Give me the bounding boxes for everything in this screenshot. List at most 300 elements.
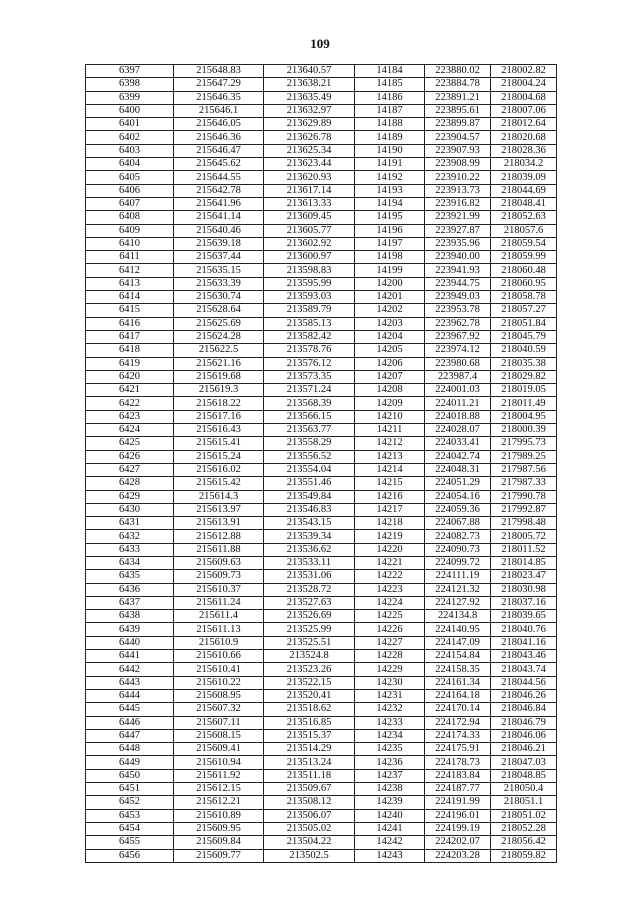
table-cell-point-id-left: 6404 bbox=[86, 158, 174, 171]
table-cell-y-left: 213576.12 bbox=[264, 357, 355, 370]
table-row bbox=[86, 450, 557, 463]
table-cell-x-left: 215609.73 bbox=[174, 570, 264, 583]
coordinates-table bbox=[85, 64, 557, 863]
table-cell-point-id-left: 6401 bbox=[86, 118, 174, 131]
table-row bbox=[86, 809, 557, 822]
table-cell-y-right: 218002.82 bbox=[491, 65, 557, 78]
table-cell-point-id-left: 6407 bbox=[86, 197, 174, 210]
table-cell-y-left: 213508.12 bbox=[264, 796, 355, 809]
table-cell-point-id-right: 14220 bbox=[355, 543, 425, 556]
table-cell-x-left: 215608.15 bbox=[174, 729, 264, 742]
table-cell-y-left: 213585.13 bbox=[264, 317, 355, 330]
table-row bbox=[86, 437, 557, 450]
table-cell-x-left: 215648.83 bbox=[174, 65, 264, 78]
table-cell-y-right: 218037.16 bbox=[491, 596, 557, 609]
table-cell-y-left: 213504.22 bbox=[264, 836, 355, 849]
table-cell-x-right: 223899.87 bbox=[425, 118, 491, 131]
table-cell-y-right: 218051.02 bbox=[491, 809, 557, 822]
table-cell-x-left: 215633.39 bbox=[174, 277, 264, 290]
table-row bbox=[86, 636, 557, 649]
table-cell-point-id-left: 6431 bbox=[86, 517, 174, 530]
table-cell-y-left: 213578.76 bbox=[264, 344, 355, 357]
table-cell-point-id-right: 14238 bbox=[355, 783, 425, 796]
table-cell-y-right: 218044.69 bbox=[491, 184, 557, 197]
table-cell-y-left: 213539.34 bbox=[264, 530, 355, 543]
table-cell-x-right: 223907.93 bbox=[425, 144, 491, 157]
table-cell-point-id-right: 14216 bbox=[355, 490, 425, 503]
table-cell-y-right: 218019.05 bbox=[491, 384, 557, 397]
table-cell-x-left: 215610.41 bbox=[174, 663, 264, 676]
table-cell-point-id-right: 14231 bbox=[355, 689, 425, 702]
table-cell-y-right: 218040.59 bbox=[491, 344, 557, 357]
table-cell-y-right: 218005.72 bbox=[491, 530, 557, 543]
table-row bbox=[86, 184, 557, 197]
table-row bbox=[86, 424, 557, 437]
table-cell-point-id-left: 6409 bbox=[86, 224, 174, 237]
table-cell-y-left: 213589.79 bbox=[264, 304, 355, 317]
table-cell-x-right: 223880.02 bbox=[425, 65, 491, 78]
table-cell-point-id-right: 14191 bbox=[355, 158, 425, 171]
table-cell-point-id-right: 14242 bbox=[355, 836, 425, 849]
table-cell-point-id-left: 6427 bbox=[86, 463, 174, 476]
table-cell-y-right: 218011.52 bbox=[491, 543, 557, 556]
table-cell-point-id-right: 14208 bbox=[355, 384, 425, 397]
table-cell-point-id-right: 14206 bbox=[355, 357, 425, 370]
table-cell-point-id-left: 6445 bbox=[86, 703, 174, 716]
table-cell-y-left: 213536.62 bbox=[264, 543, 355, 556]
table-cell-y-left: 213626.78 bbox=[264, 131, 355, 144]
table-cell-point-id-left: 6442 bbox=[86, 663, 174, 676]
table-cell-x-right: 224191.99 bbox=[425, 796, 491, 809]
table-cell-y-right: 218059.54 bbox=[491, 237, 557, 250]
table-cell-x-right: 223891.21 bbox=[425, 91, 491, 104]
table-cell-x-left: 215645.62 bbox=[174, 158, 264, 171]
table-cell-x-left: 215628.64 bbox=[174, 304, 264, 317]
table-cell-y-right: 218028.36 bbox=[491, 144, 557, 157]
table-cell-y-right: 218029.82 bbox=[491, 370, 557, 383]
table-cell-y-right: 218035.38 bbox=[491, 357, 557, 370]
table-cell-y-left: 213549.84 bbox=[264, 490, 355, 503]
table-cell-y-left: 213531.06 bbox=[264, 570, 355, 583]
table-cell-y-left: 213600.97 bbox=[264, 251, 355, 264]
table-cell-y-left: 213605.77 bbox=[264, 224, 355, 237]
table-row bbox=[86, 344, 557, 357]
table-row bbox=[86, 822, 557, 835]
table-cell-y-left: 213514.29 bbox=[264, 743, 355, 756]
table-cell-point-id-right: 14201 bbox=[355, 291, 425, 304]
table-cell-point-id-right: 14224 bbox=[355, 596, 425, 609]
table-cell-x-left: 215647.29 bbox=[174, 78, 264, 91]
table-cell-x-right: 224111.19 bbox=[425, 570, 491, 583]
table-row bbox=[86, 716, 557, 729]
table-cell-x-right: 223921.99 bbox=[425, 211, 491, 224]
table-row bbox=[86, 131, 557, 144]
table-cell-x-left: 215616.43 bbox=[174, 424, 264, 437]
table-cell-y-left: 213516.85 bbox=[264, 716, 355, 729]
table-cell-point-id-left: 6422 bbox=[86, 397, 174, 410]
table-cell-x-right: 224161.34 bbox=[425, 676, 491, 689]
table-cell-point-id-left: 6455 bbox=[86, 836, 174, 849]
table-cell-x-left: 215608.95 bbox=[174, 689, 264, 702]
table-cell-y-right: 218056.42 bbox=[491, 836, 557, 849]
table-row bbox=[86, 370, 557, 383]
table-cell-y-left: 213546.83 bbox=[264, 503, 355, 516]
table-cell-x-right: 223944.75 bbox=[425, 277, 491, 290]
table-cell-y-left: 213528.72 bbox=[264, 583, 355, 596]
table-cell-point-id-right: 14239 bbox=[355, 796, 425, 809]
table-row bbox=[86, 197, 557, 210]
table-row bbox=[86, 650, 557, 663]
table-cell-x-left: 215615.42 bbox=[174, 477, 264, 490]
table-row bbox=[86, 610, 557, 623]
table-cell-x-left: 215615.24 bbox=[174, 450, 264, 463]
table-cell-y-left: 213556.52 bbox=[264, 450, 355, 463]
table-row bbox=[86, 743, 557, 756]
table-cell-point-id-right: 14197 bbox=[355, 237, 425, 250]
table-row bbox=[86, 663, 557, 676]
table-cell-y-right: 218041.16 bbox=[491, 636, 557, 649]
table-cell-point-id-right: 14214 bbox=[355, 463, 425, 476]
table-cell-x-left: 215612.15 bbox=[174, 783, 264, 796]
table-cell-x-left: 215614.3 bbox=[174, 490, 264, 503]
table-cell-point-id-right: 14188 bbox=[355, 118, 425, 131]
table-cell-point-id-left: 6413 bbox=[86, 277, 174, 290]
table-cell-point-id-right: 14185 bbox=[355, 78, 425, 91]
table-cell-y-left: 213609.45 bbox=[264, 211, 355, 224]
table-cell-point-id-right: 14232 bbox=[355, 703, 425, 716]
table-cell-y-right: 218046.06 bbox=[491, 729, 557, 742]
table-cell-point-id-right: 14240 bbox=[355, 809, 425, 822]
table-row bbox=[86, 503, 557, 516]
table-cell-x-left: 215635.15 bbox=[174, 264, 264, 277]
table-cell-point-id-right: 14236 bbox=[355, 756, 425, 769]
table-cell-y-right: 218046.79 bbox=[491, 716, 557, 729]
table-cell-y-left: 213524.8 bbox=[264, 650, 355, 663]
table-cell-y-right: 218043.74 bbox=[491, 663, 557, 676]
table-cell-point-id-right: 14243 bbox=[355, 849, 425, 862]
table-cell-y-right: 218052.63 bbox=[491, 211, 557, 224]
table-cell-x-right: 223908.99 bbox=[425, 158, 491, 171]
table-cell-x-right: 223916.82 bbox=[425, 197, 491, 210]
table-cell-point-id-right: 14198 bbox=[355, 251, 425, 264]
table-cell-point-id-left: 6444 bbox=[86, 689, 174, 702]
table-cell-point-id-right: 14193 bbox=[355, 184, 425, 197]
table-row bbox=[86, 277, 557, 290]
table-cell-y-left: 213632.97 bbox=[264, 104, 355, 117]
table-cell-x-right: 223974.12 bbox=[425, 344, 491, 357]
table-row bbox=[86, 849, 557, 862]
table-cell-x-left: 215612.88 bbox=[174, 530, 264, 543]
table-row bbox=[86, 477, 557, 490]
table-cell-x-right: 224202.07 bbox=[425, 836, 491, 849]
table-cell-y-right: 218030.98 bbox=[491, 583, 557, 596]
table-cell-point-id-right: 14227 bbox=[355, 636, 425, 649]
table-cell-point-id-right: 14212 bbox=[355, 437, 425, 450]
table-cell-point-id-left: 6424 bbox=[86, 424, 174, 437]
table-cell-point-id-right: 14209 bbox=[355, 397, 425, 410]
table-row bbox=[86, 756, 557, 769]
table-cell-y-left: 213511.18 bbox=[264, 769, 355, 782]
table-cell-y-right: 218046.84 bbox=[491, 703, 557, 716]
table-cell-x-right: 223953.78 bbox=[425, 304, 491, 317]
table-cell-x-left: 215610.89 bbox=[174, 809, 264, 822]
table-cell-point-id-right: 14205 bbox=[355, 344, 425, 357]
table-row bbox=[86, 357, 557, 370]
table-cell-y-right: 218034.2 bbox=[491, 158, 557, 171]
table-row bbox=[86, 91, 557, 104]
table-cell-y-right: 218004.68 bbox=[491, 91, 557, 104]
table-cell-point-id-left: 6446 bbox=[86, 716, 174, 729]
table-cell-point-id-right: 14196 bbox=[355, 224, 425, 237]
table-cell-point-id-right: 14189 bbox=[355, 131, 425, 144]
table-cell-x-right: 224172.94 bbox=[425, 716, 491, 729]
table-cell-point-id-left: 6441 bbox=[86, 650, 174, 663]
table-cell-point-id-right: 14221 bbox=[355, 556, 425, 569]
table-cell-x-right: 224067.88 bbox=[425, 517, 491, 530]
table-cell-y-right: 218051.1 bbox=[491, 796, 557, 809]
table-cell-point-id-right: 14234 bbox=[355, 729, 425, 742]
table-cell-point-id-right: 14222 bbox=[355, 570, 425, 583]
table-cell-y-left: 213533.11 bbox=[264, 556, 355, 569]
table-cell-x-right: 224042.74 bbox=[425, 450, 491, 463]
table-row bbox=[86, 556, 557, 569]
table-cell-y-left: 213623.44 bbox=[264, 158, 355, 171]
table-cell-y-right: 218051.84 bbox=[491, 317, 557, 330]
table-row bbox=[86, 224, 557, 237]
table-cell-x-left: 215646.36 bbox=[174, 131, 264, 144]
table-cell-x-left: 215610.94 bbox=[174, 756, 264, 769]
table-cell-y-left: 213593.03 bbox=[264, 291, 355, 304]
table-cell-x-left: 215625.69 bbox=[174, 317, 264, 330]
table-cell-y-right: 218000.39 bbox=[491, 424, 557, 437]
table-cell-y-right: 217995.73 bbox=[491, 437, 557, 450]
table-cell-y-right: 217987.33 bbox=[491, 477, 557, 490]
table-cell-y-left: 213527.63 bbox=[264, 596, 355, 609]
table-cell-x-right: 224199.19 bbox=[425, 822, 491, 835]
table-cell-point-id-right: 14223 bbox=[355, 583, 425, 596]
table-cell-x-left: 215642.78 bbox=[174, 184, 264, 197]
table-cell-x-left: 215609.84 bbox=[174, 836, 264, 849]
table-row bbox=[86, 783, 557, 796]
table-cell-point-id-left: 6418 bbox=[86, 344, 174, 357]
table-cell-y-right: 218050.4 bbox=[491, 783, 557, 796]
table-cell-point-id-left: 6453 bbox=[86, 809, 174, 822]
table-cell-x-right: 224099.72 bbox=[425, 556, 491, 569]
table-cell-x-left: 215619.68 bbox=[174, 370, 264, 383]
table-cell-point-id-left: 6410 bbox=[86, 237, 174, 250]
table-cell-x-right: 224127.92 bbox=[425, 596, 491, 609]
table-cell-point-id-left: 6400 bbox=[86, 104, 174, 117]
table-cell-point-id-left: 6403 bbox=[86, 144, 174, 157]
table-row bbox=[86, 211, 557, 224]
table-cell-x-right: 224033.41 bbox=[425, 437, 491, 450]
table-row bbox=[86, 463, 557, 476]
table-cell-point-id-left: 6421 bbox=[86, 384, 174, 397]
table-row bbox=[86, 317, 557, 330]
table-cell-x-right: 224175.91 bbox=[425, 743, 491, 756]
table-cell-x-right: 224059.36 bbox=[425, 503, 491, 516]
table-cell-x-left: 215609.41 bbox=[174, 743, 264, 756]
table-cell-y-right: 218044.56 bbox=[491, 676, 557, 689]
table-cell-point-id-left: 6449 bbox=[86, 756, 174, 769]
table-cell-x-left: 215618.22 bbox=[174, 397, 264, 410]
table-cell-x-right: 224164.18 bbox=[425, 689, 491, 702]
table-cell-x-left: 215609.63 bbox=[174, 556, 264, 569]
table-cell-point-id-right: 14215 bbox=[355, 477, 425, 490]
table-cell-point-id-right: 14241 bbox=[355, 822, 425, 835]
table-cell-y-left: 213558.29 bbox=[264, 437, 355, 450]
table-row bbox=[86, 384, 557, 397]
table-cell-y-right: 218048.85 bbox=[491, 769, 557, 782]
table-cell-x-left: 215619.3 bbox=[174, 384, 264, 397]
table-cell-y-left: 213582.42 bbox=[264, 330, 355, 343]
table-cell-x-left: 215611.24 bbox=[174, 596, 264, 609]
table-cell-point-id-right: 14186 bbox=[355, 91, 425, 104]
table-cell-x-left: 215610.66 bbox=[174, 650, 264, 663]
table-cell-point-id-left: 6432 bbox=[86, 530, 174, 543]
table-cell-point-id-left: 6408 bbox=[86, 211, 174, 224]
table-row bbox=[86, 676, 557, 689]
table-cell-x-right: 224158.35 bbox=[425, 663, 491, 676]
table-cell-y-right: 218057.6 bbox=[491, 224, 557, 237]
table-cell-x-left: 215630.74 bbox=[174, 291, 264, 304]
table-cell-point-id-left: 6416 bbox=[86, 317, 174, 330]
table-cell-x-right: 223949.03 bbox=[425, 291, 491, 304]
table-cell-y-left: 213506.07 bbox=[264, 809, 355, 822]
table-cell-point-id-left: 6425 bbox=[86, 437, 174, 450]
table-cell-x-right: 224011.21 bbox=[425, 397, 491, 410]
table-cell-y-right: 218020.68 bbox=[491, 131, 557, 144]
table-cell-x-left: 215610.9 bbox=[174, 636, 264, 649]
table-cell-point-id-left: 6428 bbox=[86, 477, 174, 490]
table-cell-point-id-right: 14199 bbox=[355, 264, 425, 277]
table-cell-x-right: 223910.22 bbox=[425, 171, 491, 184]
table-cell-x-right: 224178.73 bbox=[425, 756, 491, 769]
table-cell-point-id-right: 14187 bbox=[355, 104, 425, 117]
table-cell-y-left: 213620.93 bbox=[264, 171, 355, 184]
table-cell-y-right: 218012.64 bbox=[491, 118, 557, 131]
table-cell-point-id-left: 6398 bbox=[86, 78, 174, 91]
table-cell-y-left: 213543.15 bbox=[264, 517, 355, 530]
table-cell-y-left: 213525.99 bbox=[264, 623, 355, 636]
table-cell-point-id-right: 14200 bbox=[355, 277, 425, 290]
table-cell-x-left: 215613.97 bbox=[174, 503, 264, 516]
table-cell-y-right: 218052.28 bbox=[491, 822, 557, 835]
table-row bbox=[86, 796, 557, 809]
table-cell-point-id-left: 6437 bbox=[86, 596, 174, 609]
table-row bbox=[86, 171, 557, 184]
table-cell-x-left: 215611.13 bbox=[174, 623, 264, 636]
table-row bbox=[86, 517, 557, 530]
table-cell-x-left: 215609.95 bbox=[174, 822, 264, 835]
table-cell-x-right: 223962.78 bbox=[425, 317, 491, 330]
table-cell-x-right: 224203.28 bbox=[425, 849, 491, 862]
table-row bbox=[86, 65, 557, 78]
table-cell-x-right: 223913.73 bbox=[425, 184, 491, 197]
table-row bbox=[86, 703, 557, 716]
table-row bbox=[86, 330, 557, 343]
table-cell-x-left: 215607.11 bbox=[174, 716, 264, 729]
table-cell-point-id-left: 6429 bbox=[86, 490, 174, 503]
table-cell-x-right: 224090.73 bbox=[425, 543, 491, 556]
table-cell-point-id-left: 6399 bbox=[86, 91, 174, 104]
table-cell-y-left: 213525.51 bbox=[264, 636, 355, 649]
table-cell-x-right: 224187.77 bbox=[425, 783, 491, 796]
table-cell-point-id-right: 14184 bbox=[355, 65, 425, 78]
table-cell-x-right: 224121.32 bbox=[425, 583, 491, 596]
table-cell-y-left: 213515.37 bbox=[264, 729, 355, 742]
table-row bbox=[86, 264, 557, 277]
table-cell-y-left: 213522.15 bbox=[264, 676, 355, 689]
table-cell-y-left: 213617.14 bbox=[264, 184, 355, 197]
table-cell-x-left: 215641.14 bbox=[174, 211, 264, 224]
table-cell-x-left: 215641.96 bbox=[174, 197, 264, 210]
table-cell-y-left: 213602.92 bbox=[264, 237, 355, 250]
table-cell-x-left: 215646.1 bbox=[174, 104, 264, 117]
table-cell-x-right: 224170.14 bbox=[425, 703, 491, 716]
table-cell-y-left: 213640.57 bbox=[264, 65, 355, 78]
table-cell-point-id-left: 6417 bbox=[86, 330, 174, 343]
table-row bbox=[86, 291, 557, 304]
table-cell-point-id-right: 14190 bbox=[355, 144, 425, 157]
table-cell-y-left: 213513.24 bbox=[264, 756, 355, 769]
table-row bbox=[86, 237, 557, 250]
table-cell-x-right: 224082.73 bbox=[425, 530, 491, 543]
table-cell-point-id-left: 6454 bbox=[86, 822, 174, 835]
table-cell-point-id-right: 14219 bbox=[355, 530, 425, 543]
page-number: 109 bbox=[310, 36, 330, 51]
table-cell-point-id-right: 14192 bbox=[355, 171, 425, 184]
table-cell-y-right: 218046.26 bbox=[491, 689, 557, 702]
table-cell-point-id-right: 14235 bbox=[355, 743, 425, 756]
table-cell-point-id-left: 6452 bbox=[86, 796, 174, 809]
table-cell-point-id-left: 6426 bbox=[86, 450, 174, 463]
table-cell-x-right: 223987.4 bbox=[425, 370, 491, 383]
table-cell-x-right: 223927.87 bbox=[425, 224, 491, 237]
table-cell-point-id-left: 6397 bbox=[86, 65, 174, 78]
table-cell-point-id-left: 6443 bbox=[86, 676, 174, 689]
table-cell-x-left: 215646.05 bbox=[174, 118, 264, 131]
table-row bbox=[86, 530, 557, 543]
table-cell-y-left: 213573.35 bbox=[264, 370, 355, 383]
table-cell-point-id-left: 6402 bbox=[86, 131, 174, 144]
table-cell-point-id-right: 14210 bbox=[355, 410, 425, 423]
table-cell-point-id-right: 14211 bbox=[355, 424, 425, 437]
table-cell-y-right: 218047.03 bbox=[491, 756, 557, 769]
table-row bbox=[86, 118, 557, 131]
table-cell-y-right: 217987.56 bbox=[491, 463, 557, 476]
table-row bbox=[86, 158, 557, 171]
table-cell-point-id-left: 6451 bbox=[86, 783, 174, 796]
table-cell-x-left: 215609.77 bbox=[174, 849, 264, 862]
table-cell-y-left: 213638.21 bbox=[264, 78, 355, 91]
table-cell-point-id-left: 6440 bbox=[86, 636, 174, 649]
table-cell-x-right: 223895.61 bbox=[425, 104, 491, 117]
table-cell-y-right: 217989.25 bbox=[491, 450, 557, 463]
table-cell-y-left: 213520.41 bbox=[264, 689, 355, 702]
table-cell-y-right: 218040.76 bbox=[491, 623, 557, 636]
table-row bbox=[86, 78, 557, 91]
table-cell-x-right: 224174.33 bbox=[425, 729, 491, 742]
table-cell-y-left: 213518.62 bbox=[264, 703, 355, 716]
table-cell-x-left: 215611.4 bbox=[174, 610, 264, 623]
table-row bbox=[86, 144, 557, 157]
table-cell-point-id-right: 14237 bbox=[355, 769, 425, 782]
table-cell-x-left: 215607.32 bbox=[174, 703, 264, 716]
table-cell-point-id-left: 6415 bbox=[86, 304, 174, 317]
table-cell-point-id-left: 6411 bbox=[86, 251, 174, 264]
table-cell-x-right: 223904.57 bbox=[425, 131, 491, 144]
